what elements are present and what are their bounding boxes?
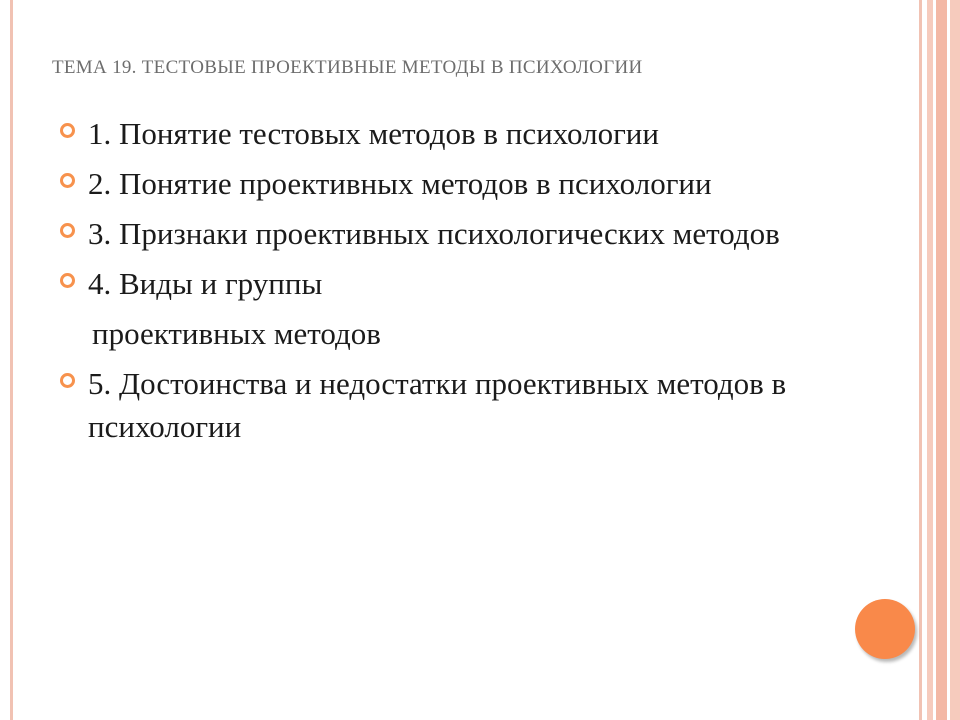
- list-item-continuation: [58, 312, 878, 355]
- list-item: [58, 262, 878, 305]
- topic-list: [58, 112, 878, 455]
- decorative-stripes: [927, 0, 960, 720]
- list-item-text: 5. Достоинства и недостатки проективных методов в психологии: [88, 366, 787, 444]
- ring-bullet-icon: [60, 223, 75, 238]
- list-item-text: 4. Виды и группы: [88, 266, 323, 301]
- list-item-text: 2. Понятие проективных методов в психологии: [88, 166, 712, 201]
- ring-bullet-icon: [60, 173, 75, 188]
- list-item-text: проективных методов: [92, 316, 381, 351]
- list-item: [58, 362, 878, 448]
- list-item-text: 1. Понятие тестовых методов в психологии: [88, 116, 659, 151]
- ring-bullet-icon: [60, 273, 75, 288]
- slide-title: ТЕМА 19. ТЕСТОВЫЕ ПРОЕКТИВНЫЕ МЕТОДЫ В ПСИХОЛОГИИ: [52, 57, 643, 78]
- list-item: [58, 162, 878, 205]
- list-item: [58, 112, 878, 155]
- list-item-text: 3. Признаки проективных психологических методов: [88, 216, 780, 251]
- ring-bullet-icon: [60, 373, 75, 388]
- orange-circle-decoration: [855, 599, 915, 659]
- list-item: [58, 212, 878, 255]
- ring-bullet-icon: [60, 123, 75, 138]
